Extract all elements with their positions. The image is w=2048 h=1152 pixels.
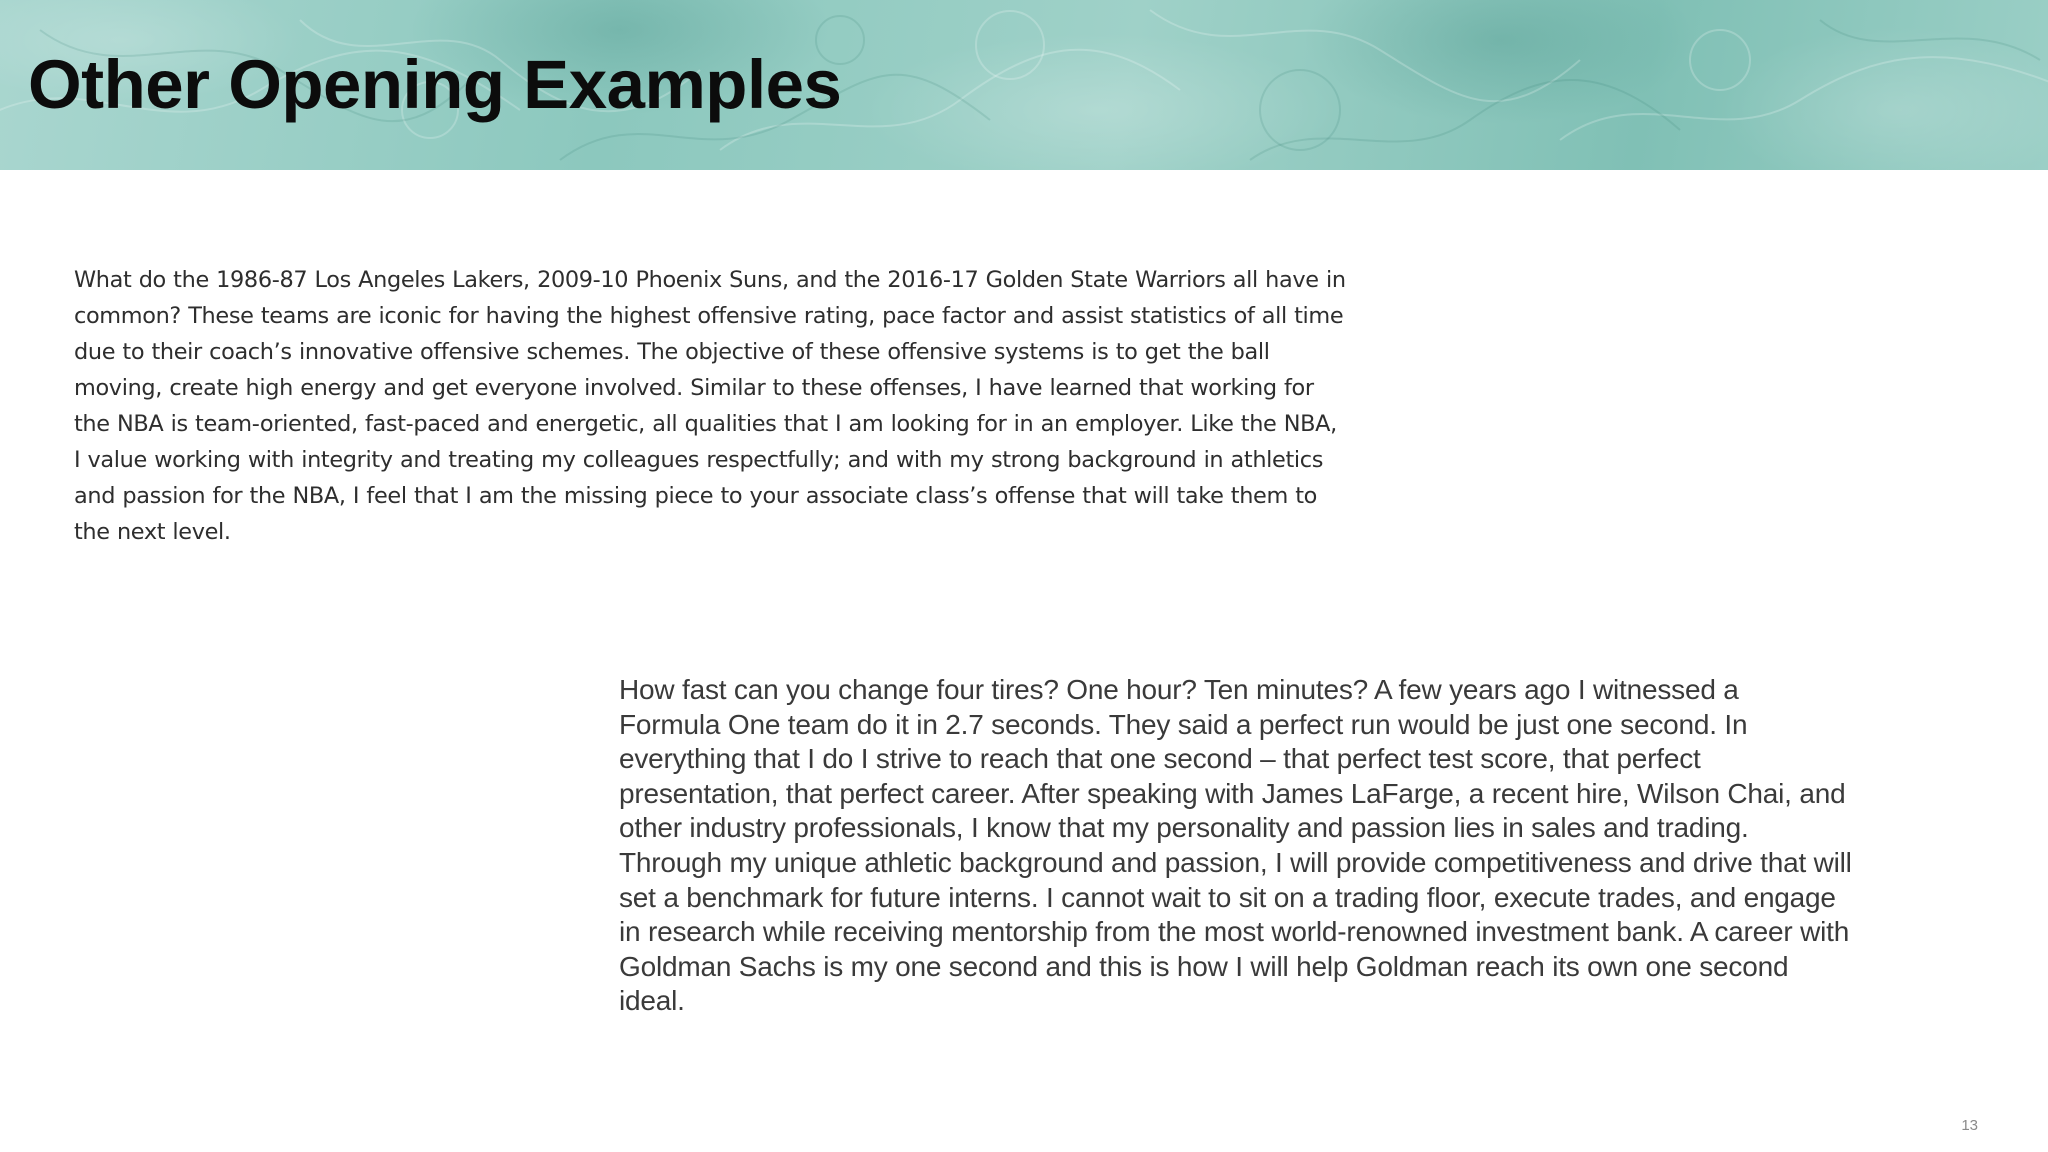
example-line: Formula One team do it in 2.7 seconds. They said a perfect run would be just one second. In xyxy=(619,708,1748,740)
example-line: Goldman Sachs is my one second and this is how I will help Goldman reach its own one second xyxy=(619,950,1789,982)
example-line: in research while receiving mentorship from the most world-renowned investment bank. A career with xyxy=(619,916,1850,948)
example-line: moving, create high energy and get everyone involved. Similar to these offenses, I have learned that working for xyxy=(74,375,1314,401)
slide-title: Other Opening Examples xyxy=(28,46,842,123)
slide-number: 13 xyxy=(1961,1117,1978,1134)
example-line: presentation, that perfect career. After speaking with James LaFarge, a recent hire, Wilson Chai, and xyxy=(619,777,1846,809)
header-banner xyxy=(0,0,2048,170)
example-line: common? These teams are iconic for having the highest offensive rating, pace factor and assist statistics of all time xyxy=(74,303,1344,329)
opening-example-nba xyxy=(74,262,1474,550)
example-line: the NBA is team-oriented, fast-paced and energetic, all qualities that I am looking for in an employer. Like the NBA, xyxy=(74,411,1337,437)
example-line: and passion for the NBA, I feel that I am the missing piece to your associate class’s offense that will take them to xyxy=(74,483,1317,509)
example-line: I value working with integrity and treating my colleagues respectfully; and with my strong background in athletics xyxy=(74,447,1324,473)
example-line: due to their coach’s innovative offensive schemes. The objective of these offensive systems is to get the ball xyxy=(74,339,1270,365)
example-line: the next level. xyxy=(74,519,231,545)
opening-example-formula-one xyxy=(619,673,2019,1019)
example-line: everything that I do I strive to reach that one second – that perfect test score, that perfect xyxy=(619,743,1701,775)
example-line: ideal. xyxy=(619,985,685,1017)
example-line: Through my unique athletic background and passion, I will provide competitiveness and drive that will xyxy=(619,846,1852,878)
example-line: How fast can you change four tires? One hour? Ten minutes? A few years ago I witnessed a xyxy=(619,674,1739,705)
example-line: set a benchmark for future interns. I cannot wait to sit on a trading floor, execute trades, and engage xyxy=(619,881,1836,913)
example-line: What do the 1986-87 Los Angeles Lakers, 2009-10 Phoenix Suns, and the 2016-17 Golden State Warriors all have in xyxy=(74,267,1346,293)
example-line: other industry professionals, I know that my personality and passion lies in sales and trading. xyxy=(619,812,1749,844)
